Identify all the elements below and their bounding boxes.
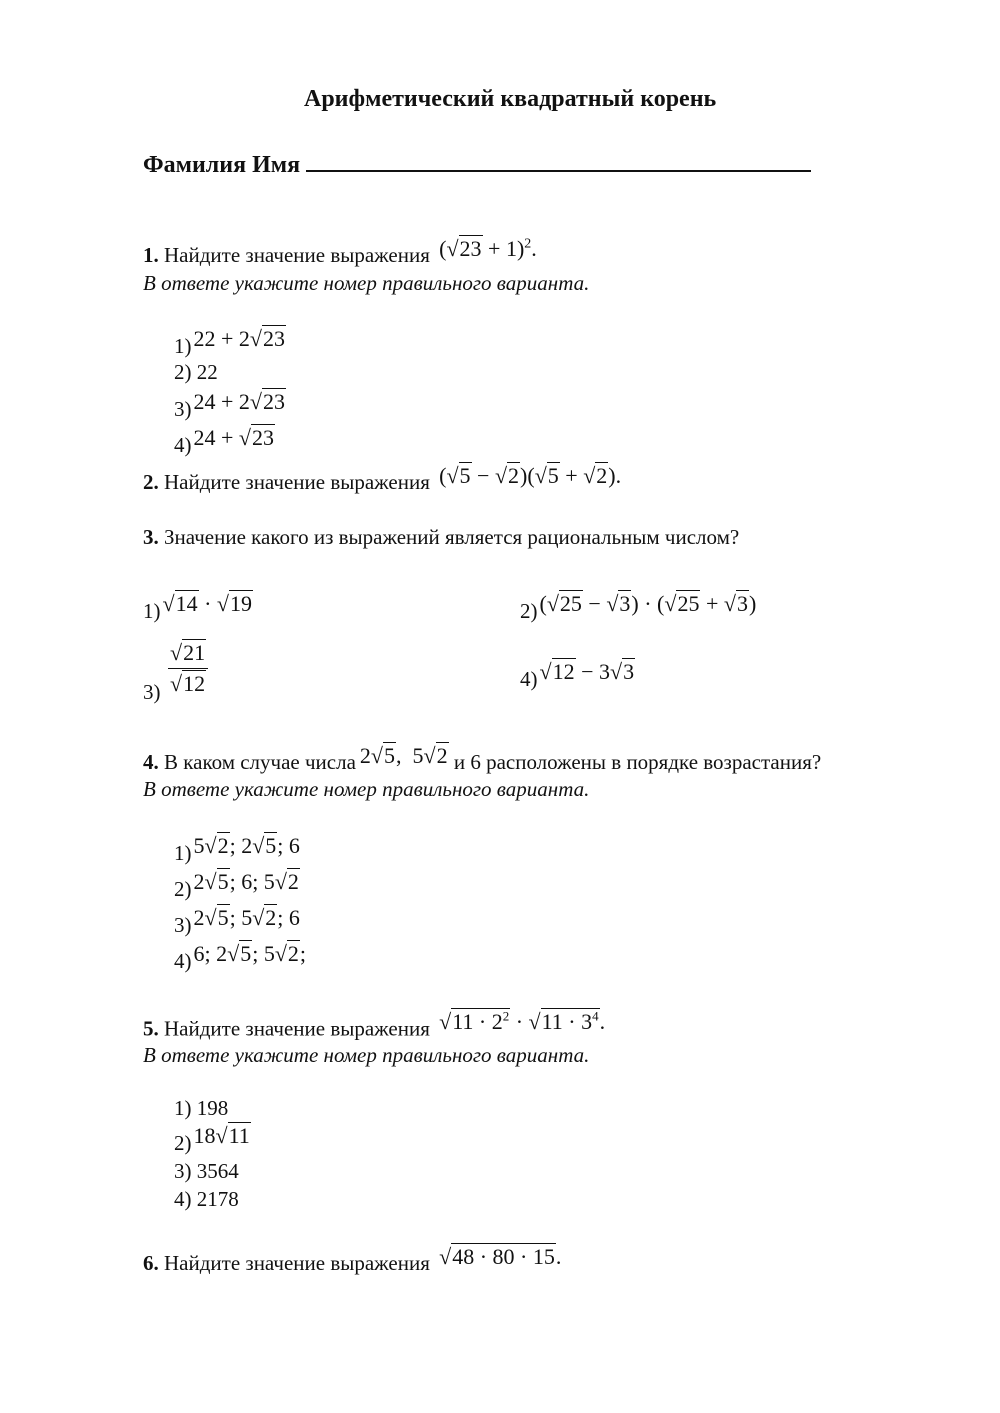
sqrt-sign-icon: √ <box>216 591 229 616</box>
question-6 <box>143 1244 562 1276</box>
answer-option[interactable]: 4)24 + √23 <box>174 425 274 457</box>
page-title: Арифметический квадратный корень <box>304 86 717 112</box>
answer-option[interactable]: 2) 22 <box>174 360 218 384</box>
fraction-expression: $\frac{√21}{√12}$ <box>168 640 208 697</box>
sqrt-sign-icon: √ <box>215 1123 228 1148</box>
answer-option[interactable]: 2)18√11 <box>174 1123 250 1155</box>
sqrt-sign-icon: √ <box>249 389 262 414</box>
answer-option[interactable]: 1) 198 <box>174 1096 229 1120</box>
question-4 <box>143 743 822 775</box>
answer-option[interactable]: 3)24 + 2√23 <box>174 389 285 421</box>
sqrt-sign-icon: √ <box>528 1009 541 1035</box>
name-field-line[interactable] <box>306 148 811 172</box>
question-expression: √48 · 80 · 15. <box>439 1244 562 1269</box>
question-number: 4. <box>143 750 159 774</box>
question-2 <box>143 463 622 495</box>
sqrt-sign-icon: √ <box>274 869 287 894</box>
sqrt-sign-icon: √ <box>162 591 175 616</box>
question-text: Значение какого из выражений является рациональным числом? <box>164 525 740 549</box>
question-text: Найдите значение выражения <box>164 470 430 494</box>
question-text: Найдите значение выражения <box>164 243 430 267</box>
sqrt-sign-icon: √ <box>610 659 623 684</box>
sqrt-sign-icon: √ <box>494 463 508 488</box>
instruction-text: В ответе укажите номер правильного варианта. <box>143 777 590 801</box>
question-text: Найдите значение выражения <box>164 1016 430 1041</box>
sqrt-sign-icon: √ <box>664 591 677 616</box>
sqrt-sign-icon: √ <box>204 905 217 930</box>
answer-option[interactable]: 4) 2178 <box>174 1187 239 1211</box>
sqrt-sign-icon: √ <box>423 743 436 768</box>
question-expression: $(√23 + 1)^2$. <box>439 236 537 261</box>
sqrt-sign-icon: √ <box>204 833 217 858</box>
sqrt-sign-icon: √ <box>274 941 287 966</box>
answer-option[interactable]: 3)2√5; 5√2; 6 <box>174 905 300 937</box>
sqrt-sign-icon: √ <box>583 463 596 488</box>
sqrt-sign-icon: √ <box>252 905 265 930</box>
question-expression: 2√5, 5√2 <box>359 743 448 768</box>
question-3 <box>143 525 739 550</box>
answer-option[interactable]: 1)22 + 2√23 <box>174 326 285 358</box>
question-number: 6. <box>143 1251 159 1275</box>
sqrt-sign-icon: √ <box>606 591 619 616</box>
question-5 <box>143 1009 606 1041</box>
question-number: 3. <box>143 525 159 549</box>
sqrt-sign-icon: √ <box>446 236 459 261</box>
question-text: Найдите значение выражения <box>164 1251 430 1275</box>
sqrt-sign-icon: √ <box>534 463 547 488</box>
answer-option[interactable]: 2)2√5; 6; 5√2 <box>174 869 299 901</box>
sqrt-sign-icon: √ <box>204 869 217 894</box>
instruction-text: В ответе укажите номер правильного варианта. <box>143 1043 590 1067</box>
question-expression: (√5 − √2)(√5 + √2). <box>439 463 622 488</box>
answer-option[interactable]: 4)√12 − 3√3 <box>520 659 635 691</box>
name-field[interactable] <box>143 148 811 179</box>
sqrt-sign-icon: √ <box>723 591 736 616</box>
question-number: 2. <box>143 470 159 494</box>
sqrt-sign-icon: √ <box>170 671 183 696</box>
sqrt-sign-icon: √ <box>227 941 240 966</box>
question-expression: $√11 \cdot 2^2 \cdot √11 \cdot 3^4$. <box>439 1009 606 1035</box>
question-number: 1. <box>143 243 159 267</box>
answer-option[interactable]: 1)√14 · √19 <box>143 591 252 623</box>
sqrt-sign-icon: √ <box>539 659 552 684</box>
answer-option[interactable]: 1)5√2; 2√5; 6 <box>174 833 300 865</box>
question-1 <box>143 236 537 268</box>
sqrt-sign-icon: √ <box>546 591 559 616</box>
question-text: В каком случае числа <box>164 750 356 774</box>
question-number: 5. <box>143 1016 159 1041</box>
sqrt-sign-icon: √ <box>439 1244 452 1269</box>
sqrt-sign-icon: √ <box>370 743 383 768</box>
instruction-text: В ответе укажите номер правильного варианта. <box>143 271 590 295</box>
answer-option[interactable]: 2)(√25 − √3) · (√25 + √3) <box>520 591 757 623</box>
answer-option[interactable]: 4)6; 2√5; 5√2; <box>174 941 307 973</box>
question-text-tail: и 6 расположены в порядке возрастания? <box>453 750 822 774</box>
answer-option[interactable]: 3) <box>143 680 161 704</box>
sqrt-sign-icon: √ <box>170 640 183 665</box>
sqrt-sign-icon: √ <box>439 1009 452 1035</box>
sqrt-sign-icon: √ <box>446 463 459 488</box>
name-field-label: Фамилия Имя <box>143 152 301 178</box>
answer-option[interactable]: 3) 3564 <box>174 1159 239 1183</box>
sqrt-sign-icon: √ <box>252 833 265 858</box>
sqrt-sign-icon: √ <box>238 425 251 450</box>
sqrt-sign-icon: √ <box>249 326 262 351</box>
